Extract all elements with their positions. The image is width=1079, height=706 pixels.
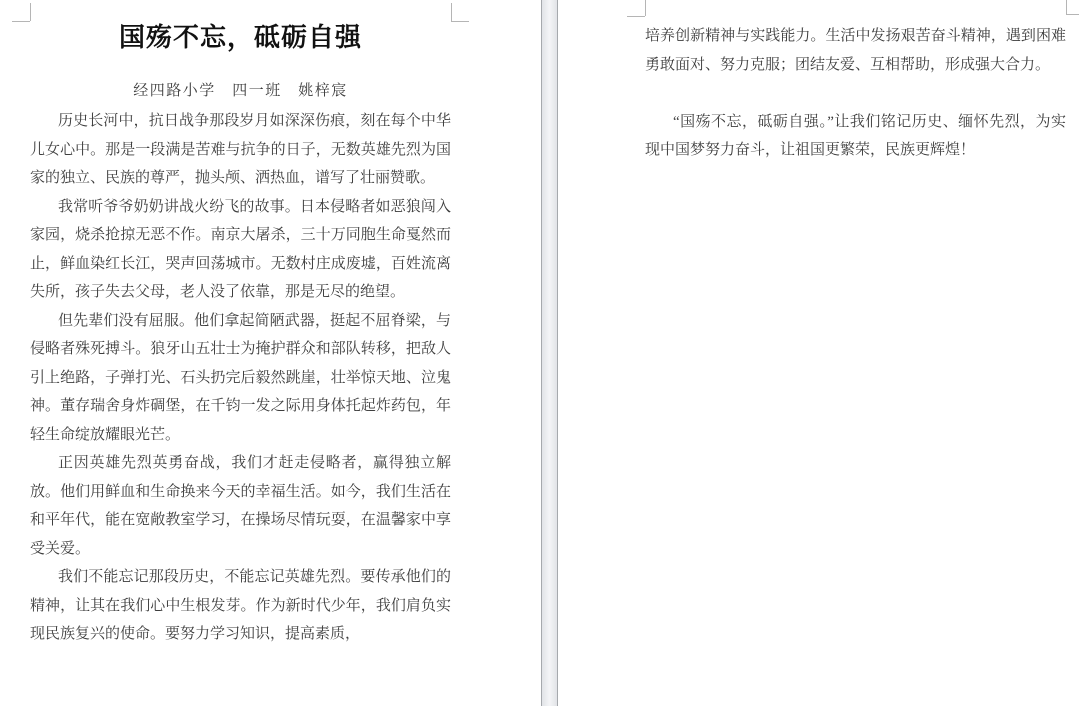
paragraph[interactable]: 培养创新精神与实践能力。生活中发扬艰苦奋斗精神，遇到困难勇敢面对、努力克服；团结友爱、互相帮助，形成强大合力。 bbox=[645, 28, 1066, 73]
document-title[interactable]: 国殇不忘，砥砺自强 bbox=[118, 22, 362, 52]
document-byline[interactable]: 经四路小学 四一班 姚梓宸 bbox=[133, 83, 348, 99]
paragraph[interactable]: “国殇不忘，砥砺自强。”让我们铭记历史、缅怀先烈，为实现中国梦努力奋斗，让祖国更繁荣，民族更辉煌！ bbox=[645, 113, 1066, 158]
crop-mark-page2-top-left-vertical bbox=[645, 0, 646, 16]
blank-line bbox=[645, 79, 1066, 108]
crop-mark-page1-top-left-vertical bbox=[30, 3, 31, 21]
document-page-2[interactable] bbox=[558, 0, 1079, 706]
paragraph[interactable]: 历史长河中，抗日战争那段岁月如深深伤痕，刻在每个中华儿女心中。那是一段满是苦难与抗争的日子，无数英雄先烈为国家的独立、民族的尊严，抛头颅、洒热血，谱写了壮丽赞歌。 bbox=[30, 113, 451, 186]
paragraph[interactable]: 正因英雄先烈英勇奋战，我们才赶走侵略者，赢得独立解放。他们用鲜血和生命换来今天的幸福生活。如今，我们生活在和平年代，能在宽敞教室学习，在操场尽情玩耍，在温馨家中享受关爱。 bbox=[30, 455, 451, 557]
paragraph[interactable]: 我常听爷爷奶奶讲战火纷飞的故事。日本侵略者如恶狼闯入家园，烧杀抢掠无恶不作。南京大屠杀，三十万同胞生命戛然而止，鲜血染红长江，哭声回荡城市。无数村庄成废墟，百姓流离失所，孩子失去父母，老人没了依靠，那是无尽的绝望。 bbox=[30, 198, 451, 300]
crop-mark-page1-top-right-horizontal bbox=[451, 21, 469, 22]
paragraph[interactable]: 我们不能忘记那段历史，不能忘记英雄先烈。要传承他们的精神，让其在我们心中生根发芽。作为新时代少年，我们肩负实现民族复兴的使命。要努力学习知识，提高素质， bbox=[30, 569, 451, 642]
crop-mark-page1-top-right-vertical bbox=[451, 3, 452, 21]
page-2-body bbox=[645, 22, 1066, 165]
paragraph[interactable]: 但先辈们没有屈服。他们拿起简陋武器，挺起不屈脊梁，与侵略者殊死搏斗。狼牙山五壮士为掩护群众和部队转移，把敌人引上绝路，子弹打光、石头扔完后毅然跳崖，壮举惊天地、泣鬼神。董存瑞舍身炸碉堡，在千钧一发之际用身体托起炸药包，年轻生命绽放耀眼光芒。 bbox=[30, 312, 451, 443]
crop-mark-page2-top-left-horizontal bbox=[627, 16, 645, 17]
crop-mark-page2-top-right-horizontal bbox=[1066, 14, 1079, 15]
crop-mark-page1-top-left-horizontal bbox=[12, 21, 30, 22]
crop-mark-page2-top-right-vertical bbox=[1066, 0, 1067, 14]
page-1-body bbox=[30, 107, 451, 649]
page-gap-divider bbox=[541, 0, 558, 706]
